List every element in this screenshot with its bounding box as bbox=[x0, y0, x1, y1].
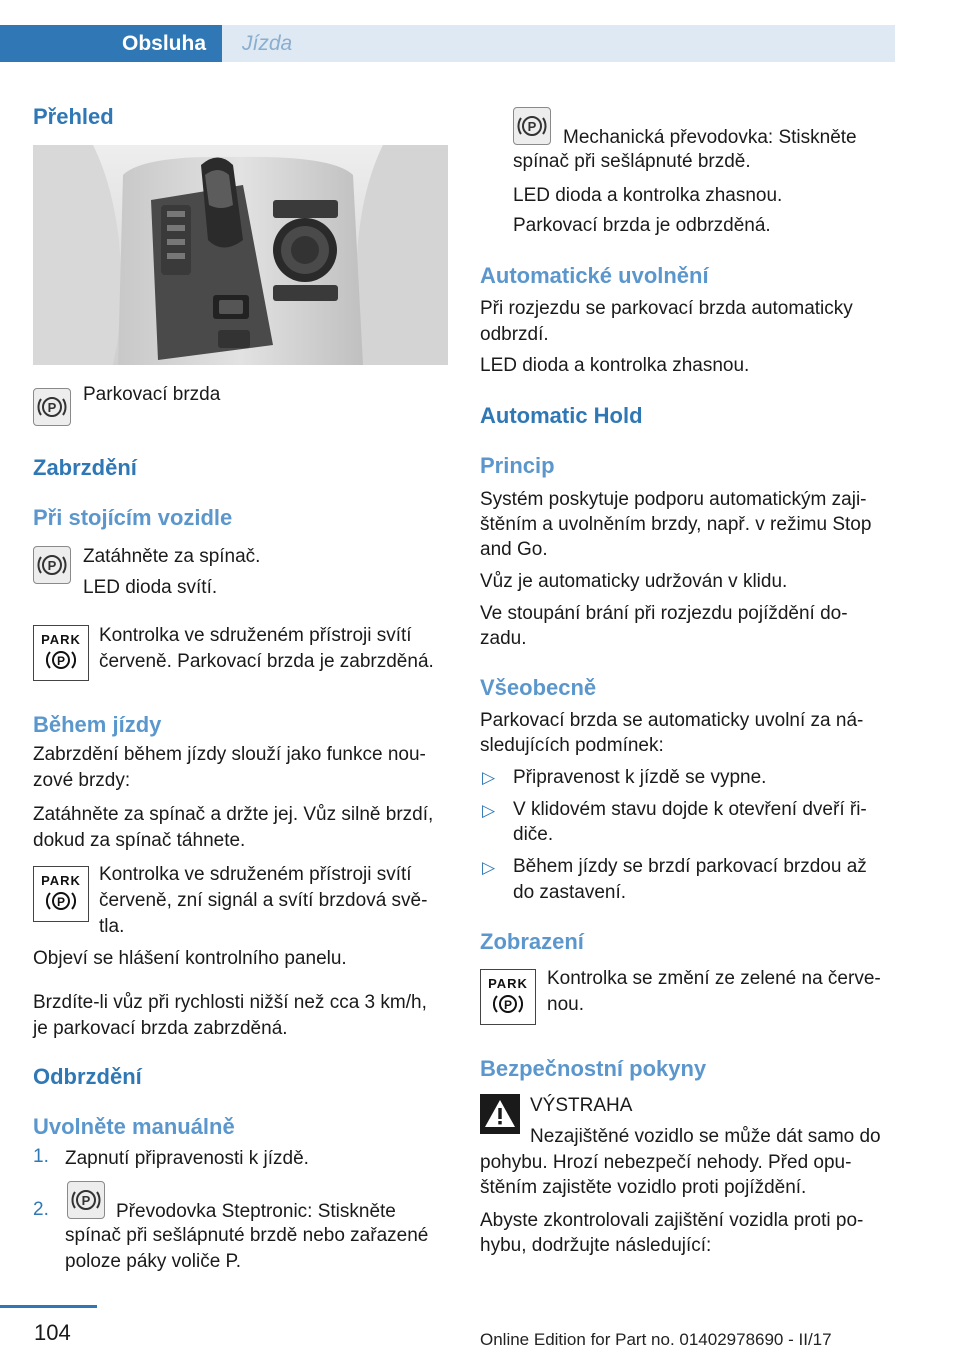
bullet-text: diče. bbox=[513, 824, 554, 845]
standing-line1: Zatáhněte za spínač. bbox=[83, 546, 261, 567]
tab-obsluha[interactable]: Obsluha bbox=[0, 25, 222, 62]
driving-p1-line1: Zabrzdění během jízdy slouží jako funkce nou‐ bbox=[33, 744, 426, 765]
warning-line2: pohybu. Hrozí nebezpečí nehody. Před opu‐ bbox=[480, 1152, 852, 1173]
standing-indicator-line1: Kontrolka ve sdruženém přístroji svítí bbox=[99, 625, 412, 646]
bullet-marker: ▷ bbox=[482, 801, 496, 820]
auto-hold-heading: Automatic Hold bbox=[480, 403, 643, 428]
standing-indicator-line2: červeně. Parkovací brzda je zabrzděná. bbox=[99, 651, 434, 672]
manual-line3: LED dioda a kontrolka zhasnou. bbox=[513, 185, 783, 206]
general-line2: sledujících podmínek: bbox=[480, 735, 664, 756]
bullet-text: Připravenost k jízdě se vypne. bbox=[513, 767, 767, 788]
svg-text:P: P bbox=[56, 895, 66, 909]
warning-line1: Nezajištěné vozidlo se může dát samo do bbox=[530, 1126, 881, 1147]
driving-indicator-line3: tla. bbox=[99, 916, 125, 937]
step-number: 1. bbox=[33, 1146, 49, 1167]
safety-heading: Bezpečnostní pokyny bbox=[480, 1056, 707, 1081]
standing-line2: LED dioda svítí. bbox=[83, 577, 218, 598]
svg-text:P: P bbox=[527, 119, 537, 134]
warning-line5: hybu, dodržujte následující: bbox=[480, 1235, 712, 1256]
manual-line2: spínač při sešlápnuté brzdě. bbox=[513, 151, 751, 172]
applying-heading: Zabrzdění bbox=[33, 455, 137, 480]
driving-p4-line1: Brzdíte-li vůz při rychlosti nižší než cca 3 km/h, bbox=[33, 992, 427, 1013]
overview-heading: Přehled bbox=[33, 104, 114, 129]
auto-release-heading: Automatické uvolnění bbox=[480, 263, 709, 288]
auto-release-line1: Při rozjezdu se parkovací brzda automaticky bbox=[480, 298, 853, 319]
svg-text:P: P bbox=[503, 998, 513, 1012]
header-tabbar bbox=[0, 25, 895, 62]
park-label: PARK bbox=[488, 976, 528, 991]
step-number: 2. bbox=[33, 1199, 49, 1220]
park-label: PARK bbox=[41, 873, 81, 888]
step-text: Zapnutí připravenosti k jízdě. bbox=[65, 1148, 309, 1169]
svg-text:P: P bbox=[47, 558, 57, 573]
parking-brake-icon bbox=[513, 107, 551, 145]
parking-brake-icon bbox=[67, 1181, 105, 1219]
manual-line1: Mechanická převodovka: Stiskněte bbox=[563, 127, 857, 148]
tab-jizda[interactable]: Jízda bbox=[222, 25, 895, 62]
general-line1: Parkovací brzda se automaticky uvolní za ná‐ bbox=[480, 710, 864, 731]
bullet-text: V klidovém stavu dojde k otevření dveří ři‐ bbox=[513, 799, 867, 820]
display-heading: Zobrazení bbox=[480, 929, 584, 954]
bullet-marker: ▷ bbox=[482, 858, 496, 877]
auto-release-line2: odbrzdí. bbox=[480, 324, 549, 345]
parking-brake-icon bbox=[33, 546, 71, 584]
park-indicator-icon bbox=[480, 969, 536, 1025]
warning-icon bbox=[480, 1094, 520, 1134]
park-indicator-icon bbox=[33, 866, 89, 922]
step-text: spínač při sešlápnuté brzdě nebo zařazené bbox=[65, 1225, 429, 1246]
driving-heading: Během jízdy bbox=[33, 712, 162, 737]
park-indicator-icon bbox=[33, 625, 89, 681]
bullet-text: Během jízdy se brzdí parkovací brzdou až bbox=[513, 856, 867, 877]
driving-p4-line2: je parkovací brzda zabrzděná. bbox=[33, 1018, 288, 1039]
park-label: PARK bbox=[41, 632, 81, 647]
auto-release-line3: LED dioda a kontrolka zhasnou. bbox=[480, 355, 750, 376]
svg-text:P: P bbox=[47, 400, 57, 415]
warning-line3: štěním zajistěte vozidlo proti pojíždění. bbox=[480, 1177, 807, 1198]
step-text: Převodovka Steptronic: Stiskněte bbox=[116, 1201, 396, 1222]
principle-line5: Ve stoupání brání při rozjezdu pojíždění do‐ bbox=[480, 603, 848, 624]
display-line2: nou. bbox=[547, 994, 584, 1015]
parking-brake-icon bbox=[33, 388, 71, 426]
center-console-photo bbox=[33, 145, 448, 365]
svg-text:P: P bbox=[81, 1193, 91, 1208]
display-line1: Kontrolka se změní ze zelené na červe‐ bbox=[547, 968, 881, 989]
principle-heading: Princip bbox=[480, 453, 555, 478]
page-number: 104 bbox=[34, 1320, 71, 1345]
driving-p1-line2: zové brzdy: bbox=[33, 770, 131, 791]
driving-indicator-line1: Kontrolka ve sdruženém přístroji svítí bbox=[99, 864, 412, 885]
driving-indicator-line2: červeně, zní signál a svítí brzdová svě‐ bbox=[99, 890, 428, 911]
principle-line6: zadu. bbox=[480, 628, 527, 649]
driving-p2-line1: Zatáhněte za spínač a držte jej. Vůz silně brzdí, bbox=[33, 804, 434, 825]
manual-line4: Parkovací brzda je odbrzděná. bbox=[513, 215, 771, 236]
bullet-text: do zastavení. bbox=[513, 882, 627, 903]
principle-line1: Systém poskytuje podporu automatickým zaji‐ bbox=[480, 489, 867, 510]
standing-heading: Při stojícím vozidle bbox=[33, 505, 233, 530]
step-text: poloze páky voliče P. bbox=[65, 1251, 242, 1272]
warning-title: VÝSTRAHA bbox=[530, 1095, 633, 1116]
principle-line3: and Go. bbox=[480, 539, 548, 560]
warning-line4: Abyste zkontrolovali zajištění vozidla proti po‐ bbox=[480, 1210, 864, 1231]
general-heading: Všeobecně bbox=[480, 675, 597, 700]
bullet-marker: ▷ bbox=[482, 768, 496, 787]
edition-note: Online Edition for Part no. 01402978690 - II/17 bbox=[480, 1330, 832, 1349]
release-heading: Odbrzdění bbox=[33, 1064, 142, 1089]
driving-p2-line2: dokud za spínač táhnete. bbox=[33, 830, 246, 851]
footer-rule bbox=[0, 1305, 97, 1308]
principle-line4: Vůz je automaticky udržován v klidu. bbox=[480, 571, 788, 592]
driving-p3: Objeví se hlášení kontrolního panelu. bbox=[33, 948, 347, 969]
principle-line2: štěním a uvolněním brzdy, např. v režimu Stop bbox=[480, 514, 872, 535]
svg-text:P: P bbox=[56, 654, 66, 668]
manual-heading: Uvolněte manuálně bbox=[33, 1114, 235, 1139]
parking-brake-label: Parkovací brzda bbox=[83, 384, 221, 405]
